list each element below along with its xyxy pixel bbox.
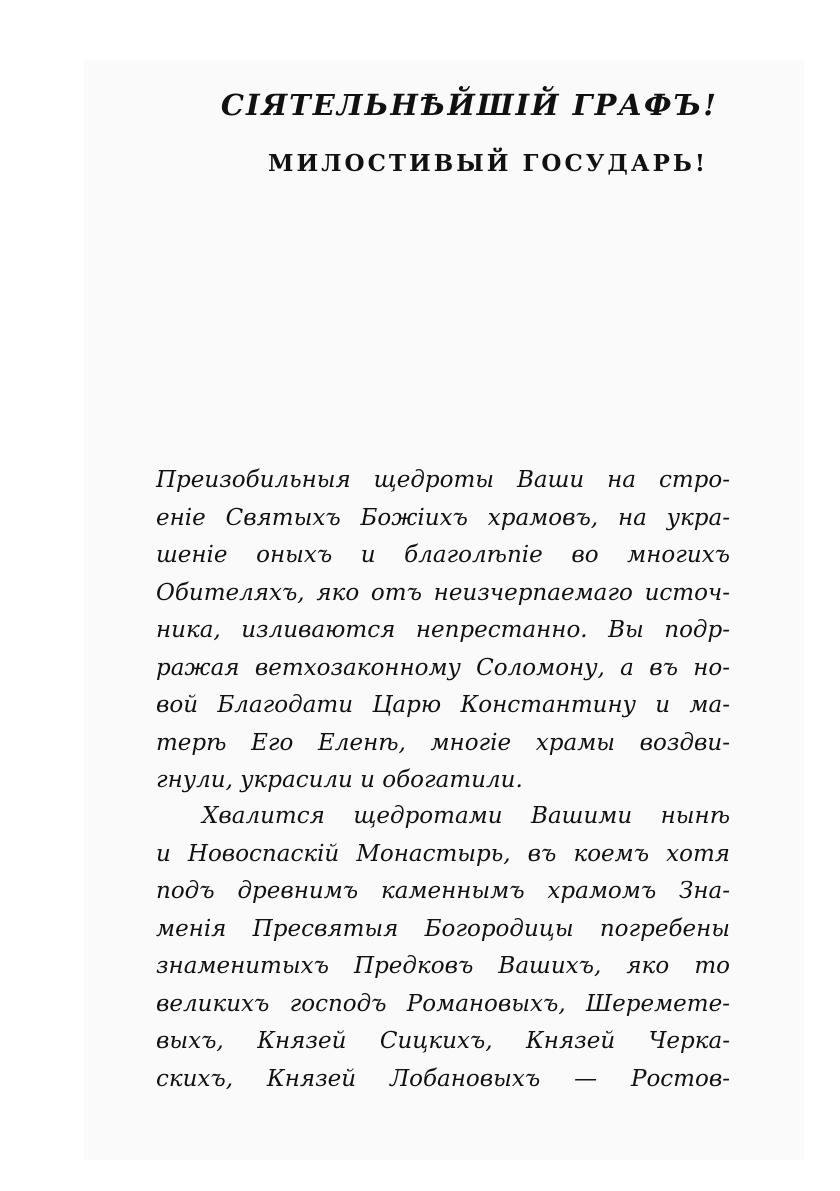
text-line: и Новоспаскiй Монастырь, въ коемъ хотя bbox=[156, 840, 730, 867]
text-line: терѣ Его Еленѣ, многiе храмы воздви- bbox=[156, 729, 730, 756]
text-line: Хвалится щедротами Вашими нынѣ bbox=[202, 803, 730, 829]
text-line: менiя Пресвятыя Богородицы погребены bbox=[156, 915, 730, 942]
text-line: знаменитыхъ Предковъ Вашихъ, яко то bbox=[156, 953, 730, 979]
text-line: ника, изливаются непрестанно. Вы подр- bbox=[156, 617, 730, 643]
text-line: подъ древнимъ каменнымъ храмомъ Зна- bbox=[156, 878, 730, 904]
text-line: выхъ, Князей Сицкихъ, Князей Черка- bbox=[156, 1028, 730, 1054]
text-line: скихъ, Князей Лобановыхъ — Ростов- bbox=[156, 1065, 730, 1092]
text-line: ражая ветхозаконному Соломону, а въ но- bbox=[156, 654, 730, 681]
paragraph-1 bbox=[156, 462, 730, 800]
address-heading: МИЛОСТИВЫЙ ГОСУДАРЬ! bbox=[268, 150, 708, 177]
text-line: енiе Святыхъ Божiихъ храмовъ, на укра- bbox=[156, 504, 730, 531]
text-line: гнули, украсили и обогатили. bbox=[156, 767, 523, 793]
text-line: Преизобильныя щедроты Ваши на стро- bbox=[156, 467, 730, 493]
salutation-heading: СIЯТЕЛЬНѢЙШIЙ ГРАФЪ! bbox=[220, 88, 718, 122]
text-line: Обителяхъ, яко отъ неизчерпаемаго источ- bbox=[156, 579, 730, 606]
text-line: шенiе оныхъ и благолѣпiе во многихъ bbox=[156, 542, 730, 568]
text-line: вой Благодати Царю Константину и ма- bbox=[156, 692, 730, 718]
paragraph-2 bbox=[156, 798, 730, 1098]
text-line: великихъ господъ Романовыхъ, Шеремете- bbox=[156, 990, 730, 1017]
